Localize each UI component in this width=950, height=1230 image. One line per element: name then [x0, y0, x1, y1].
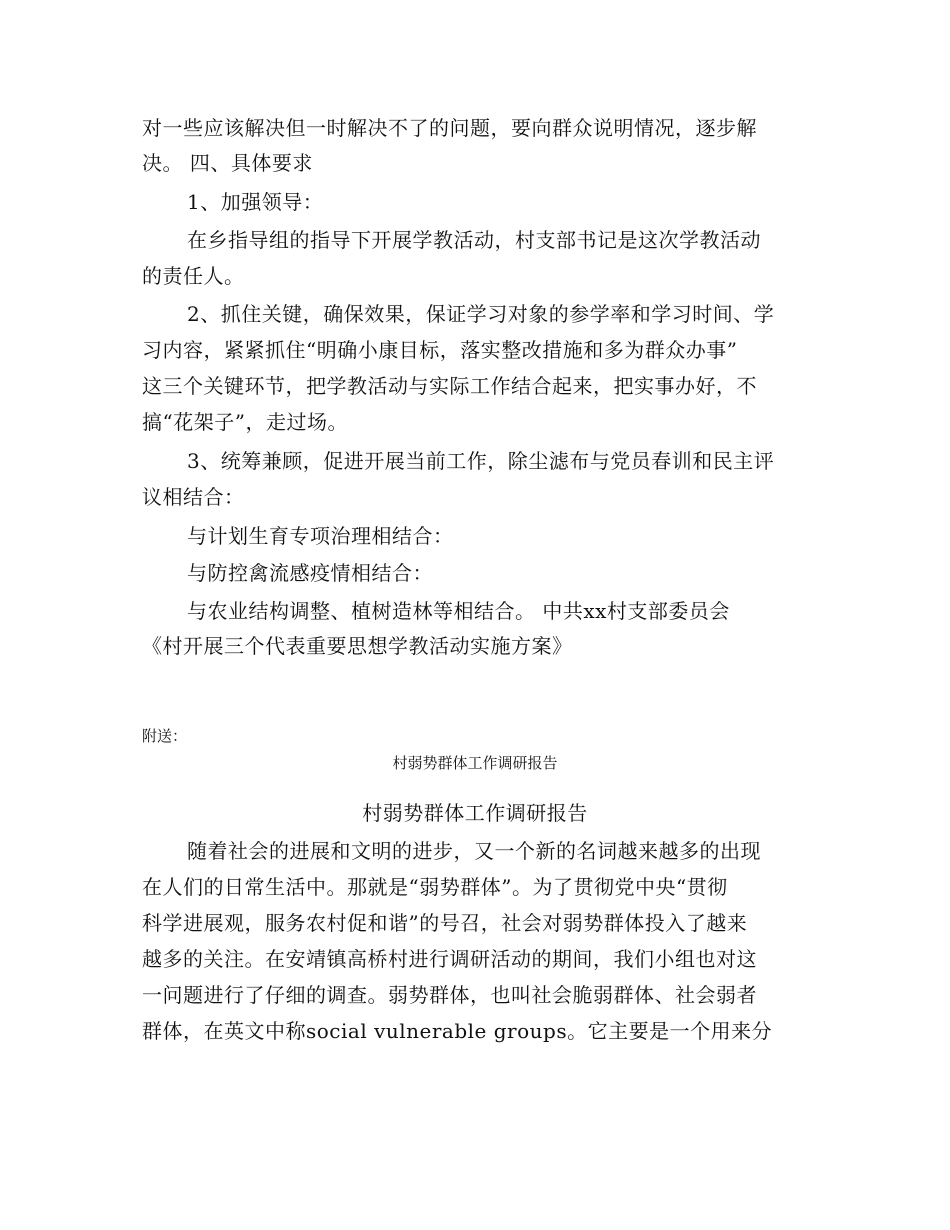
paragraph-line: 这三个关键环节，把学教活动与实际工作结合起来，把实事办好，不	[142, 374, 757, 398]
paragraph-line: 议相结合：	[142, 485, 245, 509]
paragraph-line: 随着社会的进展和文明的进步，又一个新的名词越来越多的出现	[187, 839, 761, 863]
paragraph-line: 习内容，紧紧抓住“明确小康目标，落实整改措施和多为群众办事”	[142, 338, 738, 362]
paragraph-line: 决。 四、具体要求	[142, 151, 313, 175]
paragraph-line: 一问题进行了仔细的调查。弱势群体，也叫社会脆弱群体、社会弱者	[142, 983, 757, 1007]
paragraph-line: 科学进展观，服务农村促和谐”的号召，社会对弱势群体投入了越来	[142, 911, 748, 935]
paragraph-line: 2、抓住关键，确保效果，保证学习对象的参学率和学习时间、学	[187, 302, 775, 326]
paragraph-line: 在人们的日常生活中。那就是“弱势群体”。为了贯彻党中央“贯彻	[142, 875, 728, 899]
paragraph-line: 搞“花架子”，走过场。	[142, 410, 348, 434]
attachment-label: 附送：	[142, 727, 188, 745]
paragraph-line: 的责任人。	[142, 264, 245, 288]
paragraph-line: 对一些应该解决但一时解决不了的问题，要向群众说明情况，逐步解	[142, 116, 757, 140]
paragraph-line: 在乡指导组的指导下开展学教活动，村支部书记是这次学教活动	[187, 228, 761, 252]
paragraph-line: 3、统筹兼顾，促进开展当前工作，除尘滤布与党员春训和民主评	[187, 449, 775, 473]
paragraph-line: 与计划生育专项治理相结合：	[187, 524, 454, 548]
paragraph-line: 越多的关注。在安靖镇高桥村进行调研活动的期间，我们小组也对这	[142, 947, 757, 971]
report-title: 村弱势群体工作调研报告	[362, 801, 588, 825]
paragraph-line: 1、加强领导：	[187, 190, 324, 214]
attachment-small-title: 村弱势群体工作调研报告	[392, 754, 558, 772]
paragraph-line: 群体，在英文中称social vulnerable groups。它主要是一个用来分	[142, 1019, 773, 1043]
paragraph-line: 与防控禽流感疫情相结合：	[187, 561, 433, 585]
paragraph-line: 与农业结构调整、植树造林等相结合。 中共xx村支部委员会	[187, 599, 730, 623]
paragraph-line: 《村开展三个代表重要思想学教活动实施方案》	[142, 634, 573, 658]
